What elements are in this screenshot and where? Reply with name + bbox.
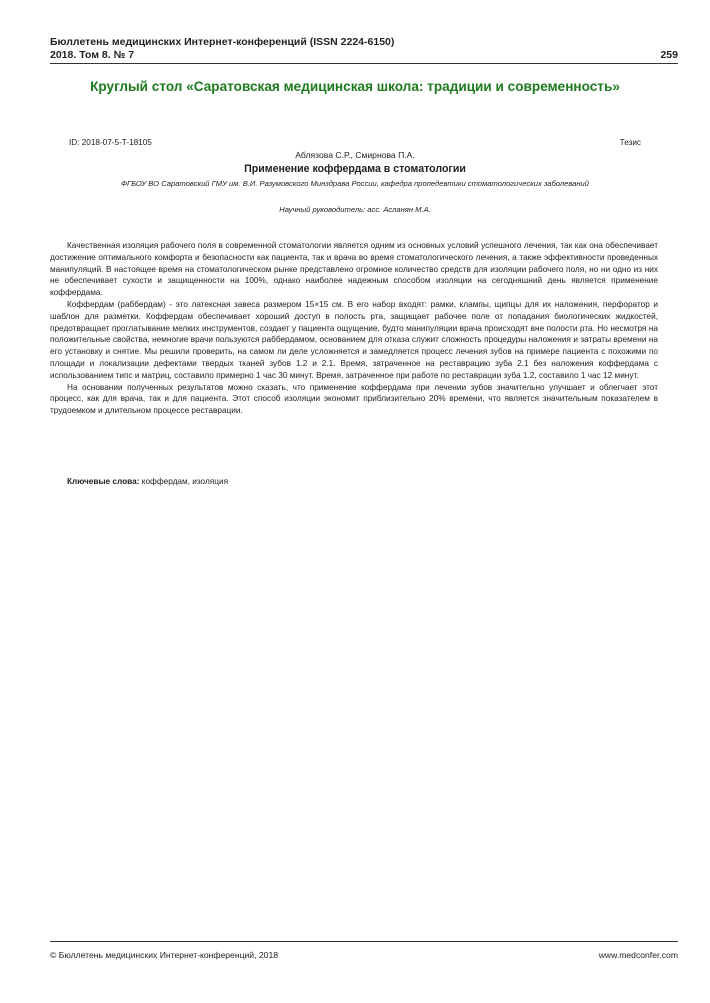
page-number: 259	[660, 49, 678, 61]
article-type: Тезис	[619, 138, 641, 147]
footer-divider	[50, 941, 678, 942]
affiliation: ФГБОУ ВО Саратовский ГМУ им. В.И. Разумовского Минздрава России, кафедра пропедевтики стоматологических заболеваний	[120, 179, 589, 188]
journal-name: Бюллетень медицинских Интернет-конференций (ISSN 2224-6150)	[50, 36, 395, 48]
scientific-advisor: Научный руководитель: асс. Асланян М.А.	[279, 205, 431, 214]
keywords-label: Ключевые слова:	[67, 477, 140, 486]
journal-header	[50, 36, 394, 62]
journal-issue: 2018. Том 8. № 7	[50, 49, 135, 61]
article-id: ID: 2018-07-5-T-18105	[69, 138, 152, 147]
header-divider	[50, 63, 678, 64]
paragraph-2: Коффердам (раббердам) - это латексная завеса размером 15×15 см. В его набор входят: рамки, клампы, щипцы для их наложения, перфоратор и шаблон для разметки. Коффердам обеспечивает хороший доступ в полость рта, защищает рабочее поле от попадания биологических жидкостей, предотвращает проглатывание мелких инструментов, создает у пациента ощущение, будто манипуляции врача происходят вне полости рта. Но несмотря на положительные свойства, немногие врачи пользуются раббердамом, основанием для отказа служит сложность процедуры наложения и затраты времени на его установку и снятие. Мы решили проверить, на самом ли деле усложняется и замедляется процесс лечения зубов на примере пациента с похожими по площади и локализации дефектами твердых тканей зубов 1.2 и 2.1. Время, затраченное на реставрацию зуба 2.1 без наложения коффердама с использованием типс и матриц, составило примерно 1 час 30 минут. Время, затраченное при работе по реставрации зуба 1.2, составило 1 час 12 минут.	[50, 299, 658, 380]
footer-url[interactable]: www.medconfer.com	[598, 950, 678, 960]
paragraph-3: На основании полученных результатов можно сказать, что применение коффердама при лечении зубов значительно улучшает и облегчает этот процесс, как для врача, так и для пациента. Этот способ изоляции экономит приблизительно 20% времени, что является значительным показателем в трудоемком и длительном процессе реставрации.	[50, 382, 658, 416]
footer-copyright: © Бюллетень медицинских Интернет-конференций, 2018	[50, 950, 279, 960]
paragraph-1: Качественная изоляция рабочего поля в современной стоматологии является одним из основных условий успешного лечения, так как она обеспечивает достижение оптимального комфорта и безопасности как пациента, так и врача во время стоматологического лечения, а также эффективности проведенных манипуляций. В настоящее время на стоматологическом рынке представлено огромное количество средств для изоляции рабочего поля, но ни одно из них не обеспечивает сухости и защищенности на 100%, однако наиболее надежным способом изоляции на сегодняшний день является применение коффердама.	[50, 241, 658, 298]
authors: Аблязова С.Р., Смирнова П.А.	[295, 150, 415, 160]
keywords-value: коффердам, изоляция	[139, 477, 229, 486]
keywords	[67, 477, 228, 486]
article-body	[50, 240, 658, 417]
article-title: Применение коффердама в стоматологии	[244, 163, 466, 175]
section-title: Круглый стол «Саратовская медицинская школа: традиции и современность»	[90, 79, 620, 94]
